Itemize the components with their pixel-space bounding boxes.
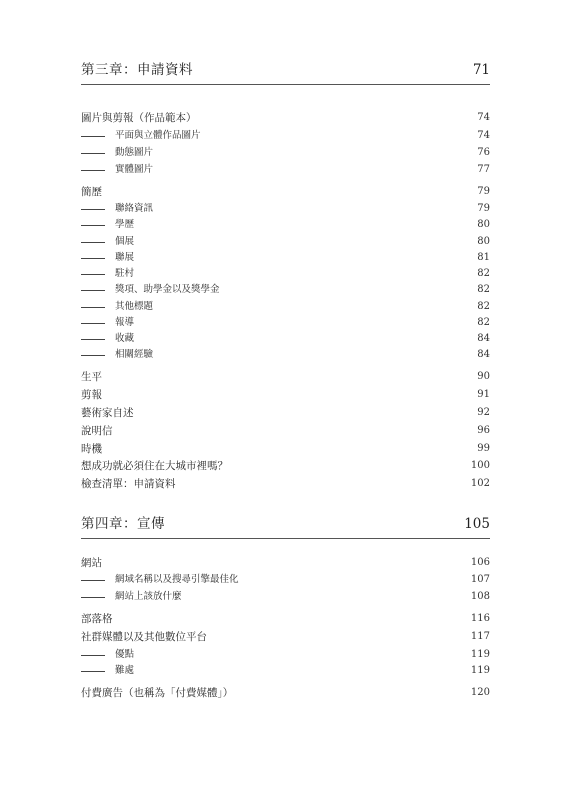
toc-entry: [81, 476, 490, 492]
toc-entry: [81, 423, 490, 439]
entry-dash: [81, 170, 105, 171]
entry-label: 其他標題: [115, 301, 154, 312]
entry-dash: [81, 671, 105, 672]
toc-subentry: [81, 315, 490, 331]
entry-label: 個展: [115, 236, 135, 247]
toc-subentry: [81, 250, 490, 266]
toc-entry: [81, 629, 490, 645]
chapter-title: 第四章：宣傳: [81, 516, 165, 532]
entry-dash: [81, 209, 105, 210]
entry-label: 網站上該放什麼: [115, 591, 182, 602]
entry-dash: [81, 655, 105, 656]
toc-subentry: [81, 162, 490, 178]
toc-subentry: [81, 299, 490, 315]
toc-entry: [81, 369, 490, 385]
toc-entry: [81, 458, 490, 474]
entry-page: 106: [470, 557, 490, 568]
entry-label: 說明信: [81, 425, 113, 437]
entry-label: 社群媒體以及其他數位平台: [81, 631, 207, 643]
toc-subentry: [81, 282, 490, 298]
toc-entry: [81, 685, 490, 701]
toc-subentry: [81, 647, 490, 663]
entry-label: 部落格: [81, 613, 113, 625]
entry-dash: [81, 339, 105, 340]
entry-label: 付費廣告（也稱為「付費媒體」）: [81, 687, 234, 699]
entry-page: 90: [477, 371, 490, 382]
entry-dash: [81, 355, 105, 356]
entry-dash: [81, 597, 105, 598]
toc-entry: [81, 441, 490, 457]
toc-subentry: [81, 201, 490, 217]
chapter-heading: [81, 516, 490, 539]
toc-entry: [81, 611, 490, 627]
chapter-page-number: 105: [464, 516, 490, 532]
toc-subentry: [81, 217, 490, 233]
chapter-title: 第三章：申請資料: [81, 62, 193, 78]
chapter-page-number: 71: [472, 62, 490, 78]
entry-label: 動態圖片: [115, 147, 154, 158]
entry-page: 108: [470, 591, 490, 602]
entry-page: 77: [477, 164, 490, 175]
entry-page: 84: [477, 349, 490, 360]
entry-page: 119: [470, 649, 490, 660]
entry-page: 82: [477, 284, 490, 295]
entry-label: 藝術家自述: [81, 407, 134, 419]
toc-subentry: [81, 347, 490, 363]
entry-page: 80: [477, 219, 490, 230]
entry-label: 獎項、助學金以及獎學金: [115, 284, 220, 295]
entry-label: 優點: [115, 649, 135, 660]
entry-page: 79: [477, 203, 490, 214]
entry-dash: [81, 580, 105, 581]
toc-subentry: [81, 145, 490, 161]
entry-label: 難處: [115, 665, 135, 676]
entry-page: 74: [477, 130, 490, 141]
entry-dash: [81, 290, 105, 291]
entry-page: 76: [477, 147, 490, 158]
entry-dash: [81, 307, 105, 308]
chapter-4: [81, 516, 490, 699]
entry-page: 96: [477, 425, 490, 436]
entry-label: 實體圖片: [115, 164, 154, 175]
toc-subentry: [81, 128, 490, 144]
entry-label: 剪報: [81, 389, 102, 401]
entry-label: 網域名稱以及搜尋引擎最佳化: [115, 574, 239, 585]
entry-page: 80: [477, 236, 490, 247]
toc-entry: [81, 110, 490, 126]
toc-subentry: [81, 266, 490, 282]
entry-dash: [81, 274, 105, 275]
entry-page: 82: [477, 268, 490, 279]
entry-label: 聯展: [115, 252, 135, 263]
entry-page: 107: [470, 574, 490, 585]
toc-subentry: [81, 663, 490, 679]
toc-entry: [81, 555, 490, 571]
entry-page: 91: [477, 389, 490, 400]
entry-page: 99: [477, 443, 490, 454]
entry-label: 檢查清單：申請資料: [81, 478, 176, 490]
toc-subentry: [81, 572, 490, 588]
entry-page: 117: [470, 631, 490, 642]
entry-page: 79: [477, 186, 490, 197]
entry-page: 74: [477, 112, 490, 123]
entry-label: 時機: [81, 443, 102, 455]
entry-label: 圖片與剪報（作品範本）: [81, 112, 197, 124]
toc-entry: [81, 184, 490, 200]
entry-label: 平面與立體作品圖片: [115, 130, 201, 141]
entry-dash: [81, 242, 105, 243]
toc-subentry: [81, 331, 490, 347]
entry-page: 119: [470, 665, 490, 676]
entry-page: 84: [477, 333, 490, 344]
entry-label: 簡歷: [81, 186, 102, 198]
entry-label: 報導: [115, 317, 135, 328]
entry-dash: [81, 323, 105, 324]
entry-dash: [81, 136, 105, 137]
toc-subentry: [81, 234, 490, 250]
entry-page: 92: [477, 407, 490, 418]
entry-page: 81: [477, 252, 490, 263]
entry-page: 120: [470, 687, 490, 698]
chapter-3: [81, 62, 490, 490]
entry-dash: [81, 153, 105, 154]
entry-label: 網站: [81, 557, 102, 569]
entry-dash: [81, 258, 105, 259]
entry-label: 駐村: [115, 268, 135, 279]
entry-dash: [81, 225, 105, 226]
entry-page: 82: [477, 317, 490, 328]
entry-label: 相關經驗: [115, 349, 154, 360]
entry-label: 收藏: [115, 333, 135, 344]
entry-page: 116: [470, 613, 490, 624]
entry-label: 學歷: [115, 219, 135, 230]
entry-page: 82: [477, 301, 490, 312]
chapter-heading: [81, 62, 490, 85]
entry-page: 100: [470, 460, 490, 471]
toc-entry: [81, 387, 490, 403]
entry-label: 想成功就必須住在大城市裡嗎？: [81, 460, 228, 472]
entry-label: 聯絡資訊: [115, 203, 154, 214]
entry-page: 102: [470, 478, 490, 489]
entry-label: 生平: [81, 371, 102, 383]
toc-subentry: [81, 589, 490, 605]
toc-entry: [81, 405, 490, 421]
